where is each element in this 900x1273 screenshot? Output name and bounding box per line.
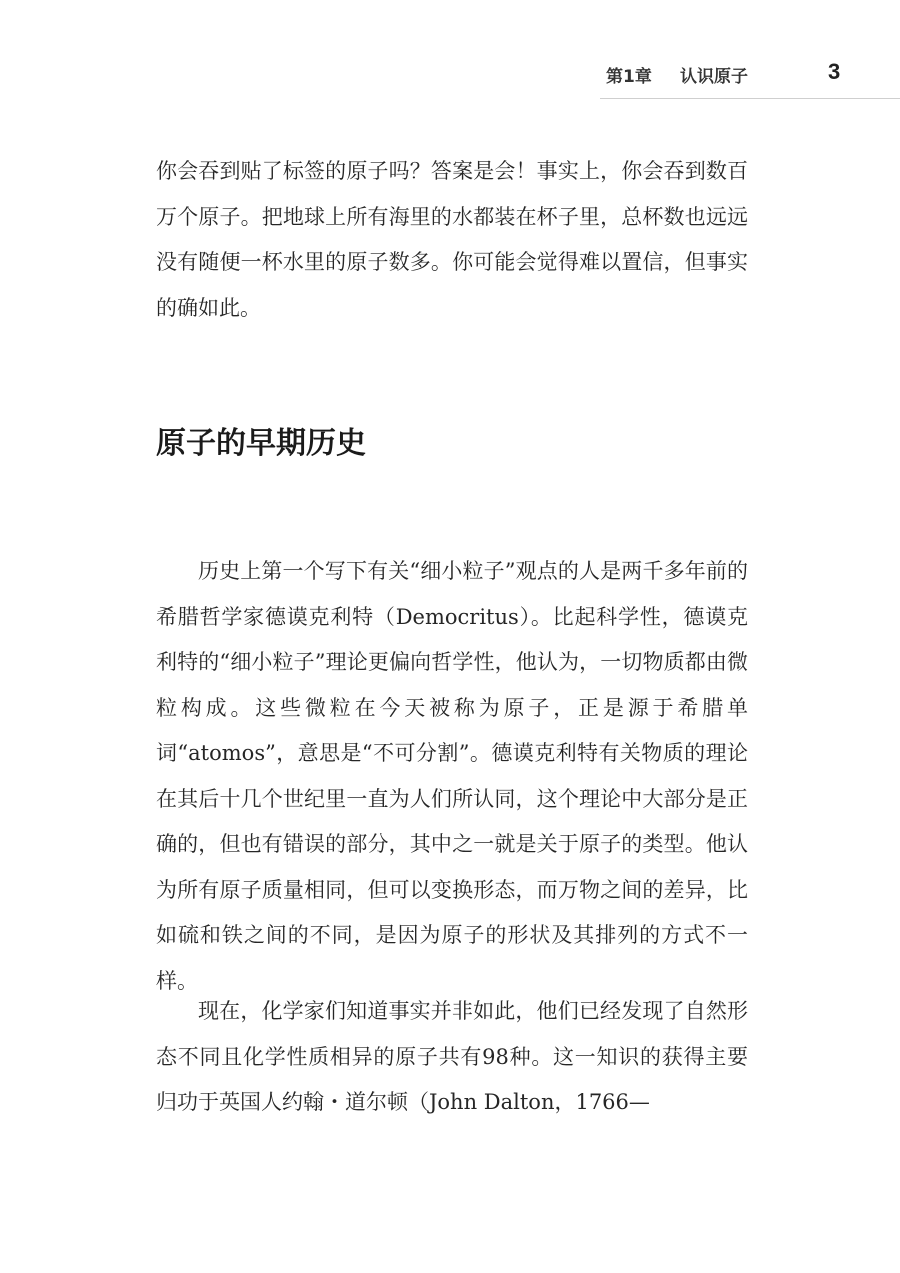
page-number: 3 <box>828 59 841 84</box>
chapter-label: 第1章 <box>606 67 652 87</box>
running-header <box>600 60 900 99</box>
intro-paragraph: 你会吞到贴了标签的原子吗？答案是会！事实上，你会吞到数百万个原子。把地球上所有海里的水都装在杯子里，总杯数也远远没有随便一杯水里的原子数多。你可能会觉得难以置信，但事实的确如此。 <box>156 159 748 320</box>
section-heading: 原子的早期历史 <box>156 426 366 461</box>
chapter-title: 认识原子 <box>680 67 748 87</box>
body-paragraph: 历史上第一个写下有关“细小粒子”观点的人是两千多年前的希腊哲学家德谟克利特（Democritus）。比起科学性，德谟克利特的“细小粒子”理论更偏向哲学性，他认为，一切物质都由微粒构成。这些微粒在今天被称为原子，正是源于希腊单词“atomos”，意思是“不可分割”。德谟克利特有关物质的理论在其后十几个世纪里一直为人们所认同，这个理论中大部分是正确的，但也有错误的部分，其中之一就是关于原子的类型。他认为所有原子质量相同，但可以变换形态，而万物之间的差异，比如硫和铁之间的不同，是因为原子的形状及其排列的方式不一样。 <box>156 559 748 993</box>
body-paragraph: 现在，化学家们知道事实并非如此，他们已经发现了自然形态不同且化学性质相异的原子共有98种。这一知识的获得主要归功于英国人约翰・道尔顿（John Dalton，1766— <box>156 999 748 1114</box>
